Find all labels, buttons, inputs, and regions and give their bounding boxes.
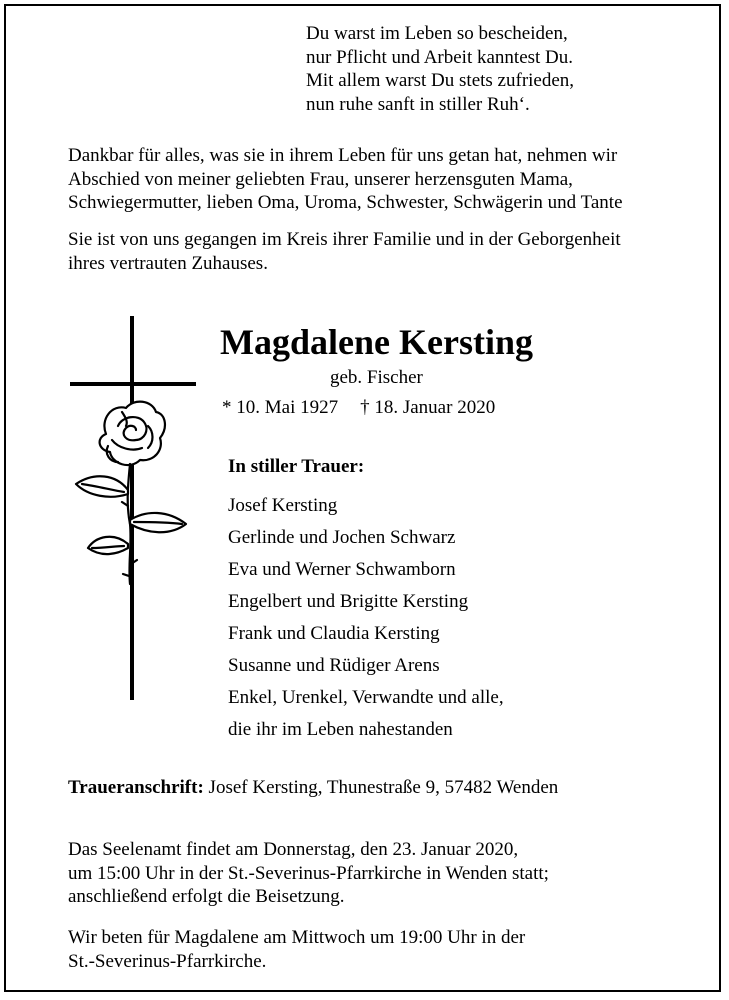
deceased-name: Magdalene Kersting [220,322,533,362]
service-line: Das Seelenamt findet am Donnerstag, den 23. Januar 2020, [68,839,519,860]
mourner-entry: Susanne und Rüdiger Arens [228,655,440,676]
intro-line: Abschied von meiner geliebten Frau, unserer herzensguten Mama, [68,168,573,190]
poem [306,22,574,116]
passing-line: Sie ist von uns gegangen im Kreis ihrer Familie und in der Geborgenheit [68,229,621,250]
maiden-name: geb. Fischer [330,367,423,388]
mourner-entry: Josef Kersting [228,495,338,516]
poem-line: nur Pflicht und Arbeit kanntest Du. [306,46,574,68]
passing-paragraph [68,228,688,275]
service-line: anschließend erfolgt die Beisetzung. [68,886,345,907]
prayer-line: Wir beten für Magdalene am Mittwoch um 19:00 Uhr in der [68,927,526,948]
mourning-address [68,776,558,800]
service-line: um 15:00 Uhr in der St.-Severinus-Pfarrkirche in Wenden statt; [68,862,549,884]
intro-line: Schwiegermutter, lieben Oma, Uroma, Schwester, Schwägerin und Tante [68,192,623,213]
prayer-paragraph [68,926,688,973]
cross-with-rose [64,314,204,704]
cross-icon [70,316,196,700]
intro-line: Dankbar für alles, was sie in ihrem Leben für uns getan hat, nehmen wir [68,145,618,166]
death-date: † 18. Januar 2020 [360,397,496,418]
mourner-entry: Engelbert und Brigitte Kersting [228,591,469,612]
mourner-entry: Eva und Werner Schwamborn [228,559,456,580]
mourner-entry: Frank und Claudia Kersting [228,623,440,644]
prayer-line: St.-Severinus-Pfarrkirche. [68,950,267,972]
intro-paragraph [68,144,688,215]
birth-date: * 10. Mai 1927 [222,397,339,418]
mourner-entry: Enkel, Urenkel, Verwandte und alle, [228,687,504,708]
mourner-entry: Gerlinde und Jochen Schwarz [228,527,456,548]
mourner-entry: die ihr im Leben nahestanden [228,719,453,740]
passing-line: ihres vertrauten Zuhauses. [68,252,268,274]
life-dates [222,396,495,420]
address-value: Josef Kersting, Thunestraße 9, 57482 Wenden [208,777,559,798]
poem-line: Mit allem warst Du stets zufrieden, [306,70,575,91]
poem-line: Du warst im Leben so bescheiden, [306,23,568,44]
service-paragraph [68,838,688,909]
mourners-list [228,490,504,746]
poem-line: nun ruhe sanft in stiller Ruh‘. [306,93,530,115]
address-label: Traueranschrift: [68,777,204,798]
mourning-title: In stiller Trauer: [228,456,365,477]
